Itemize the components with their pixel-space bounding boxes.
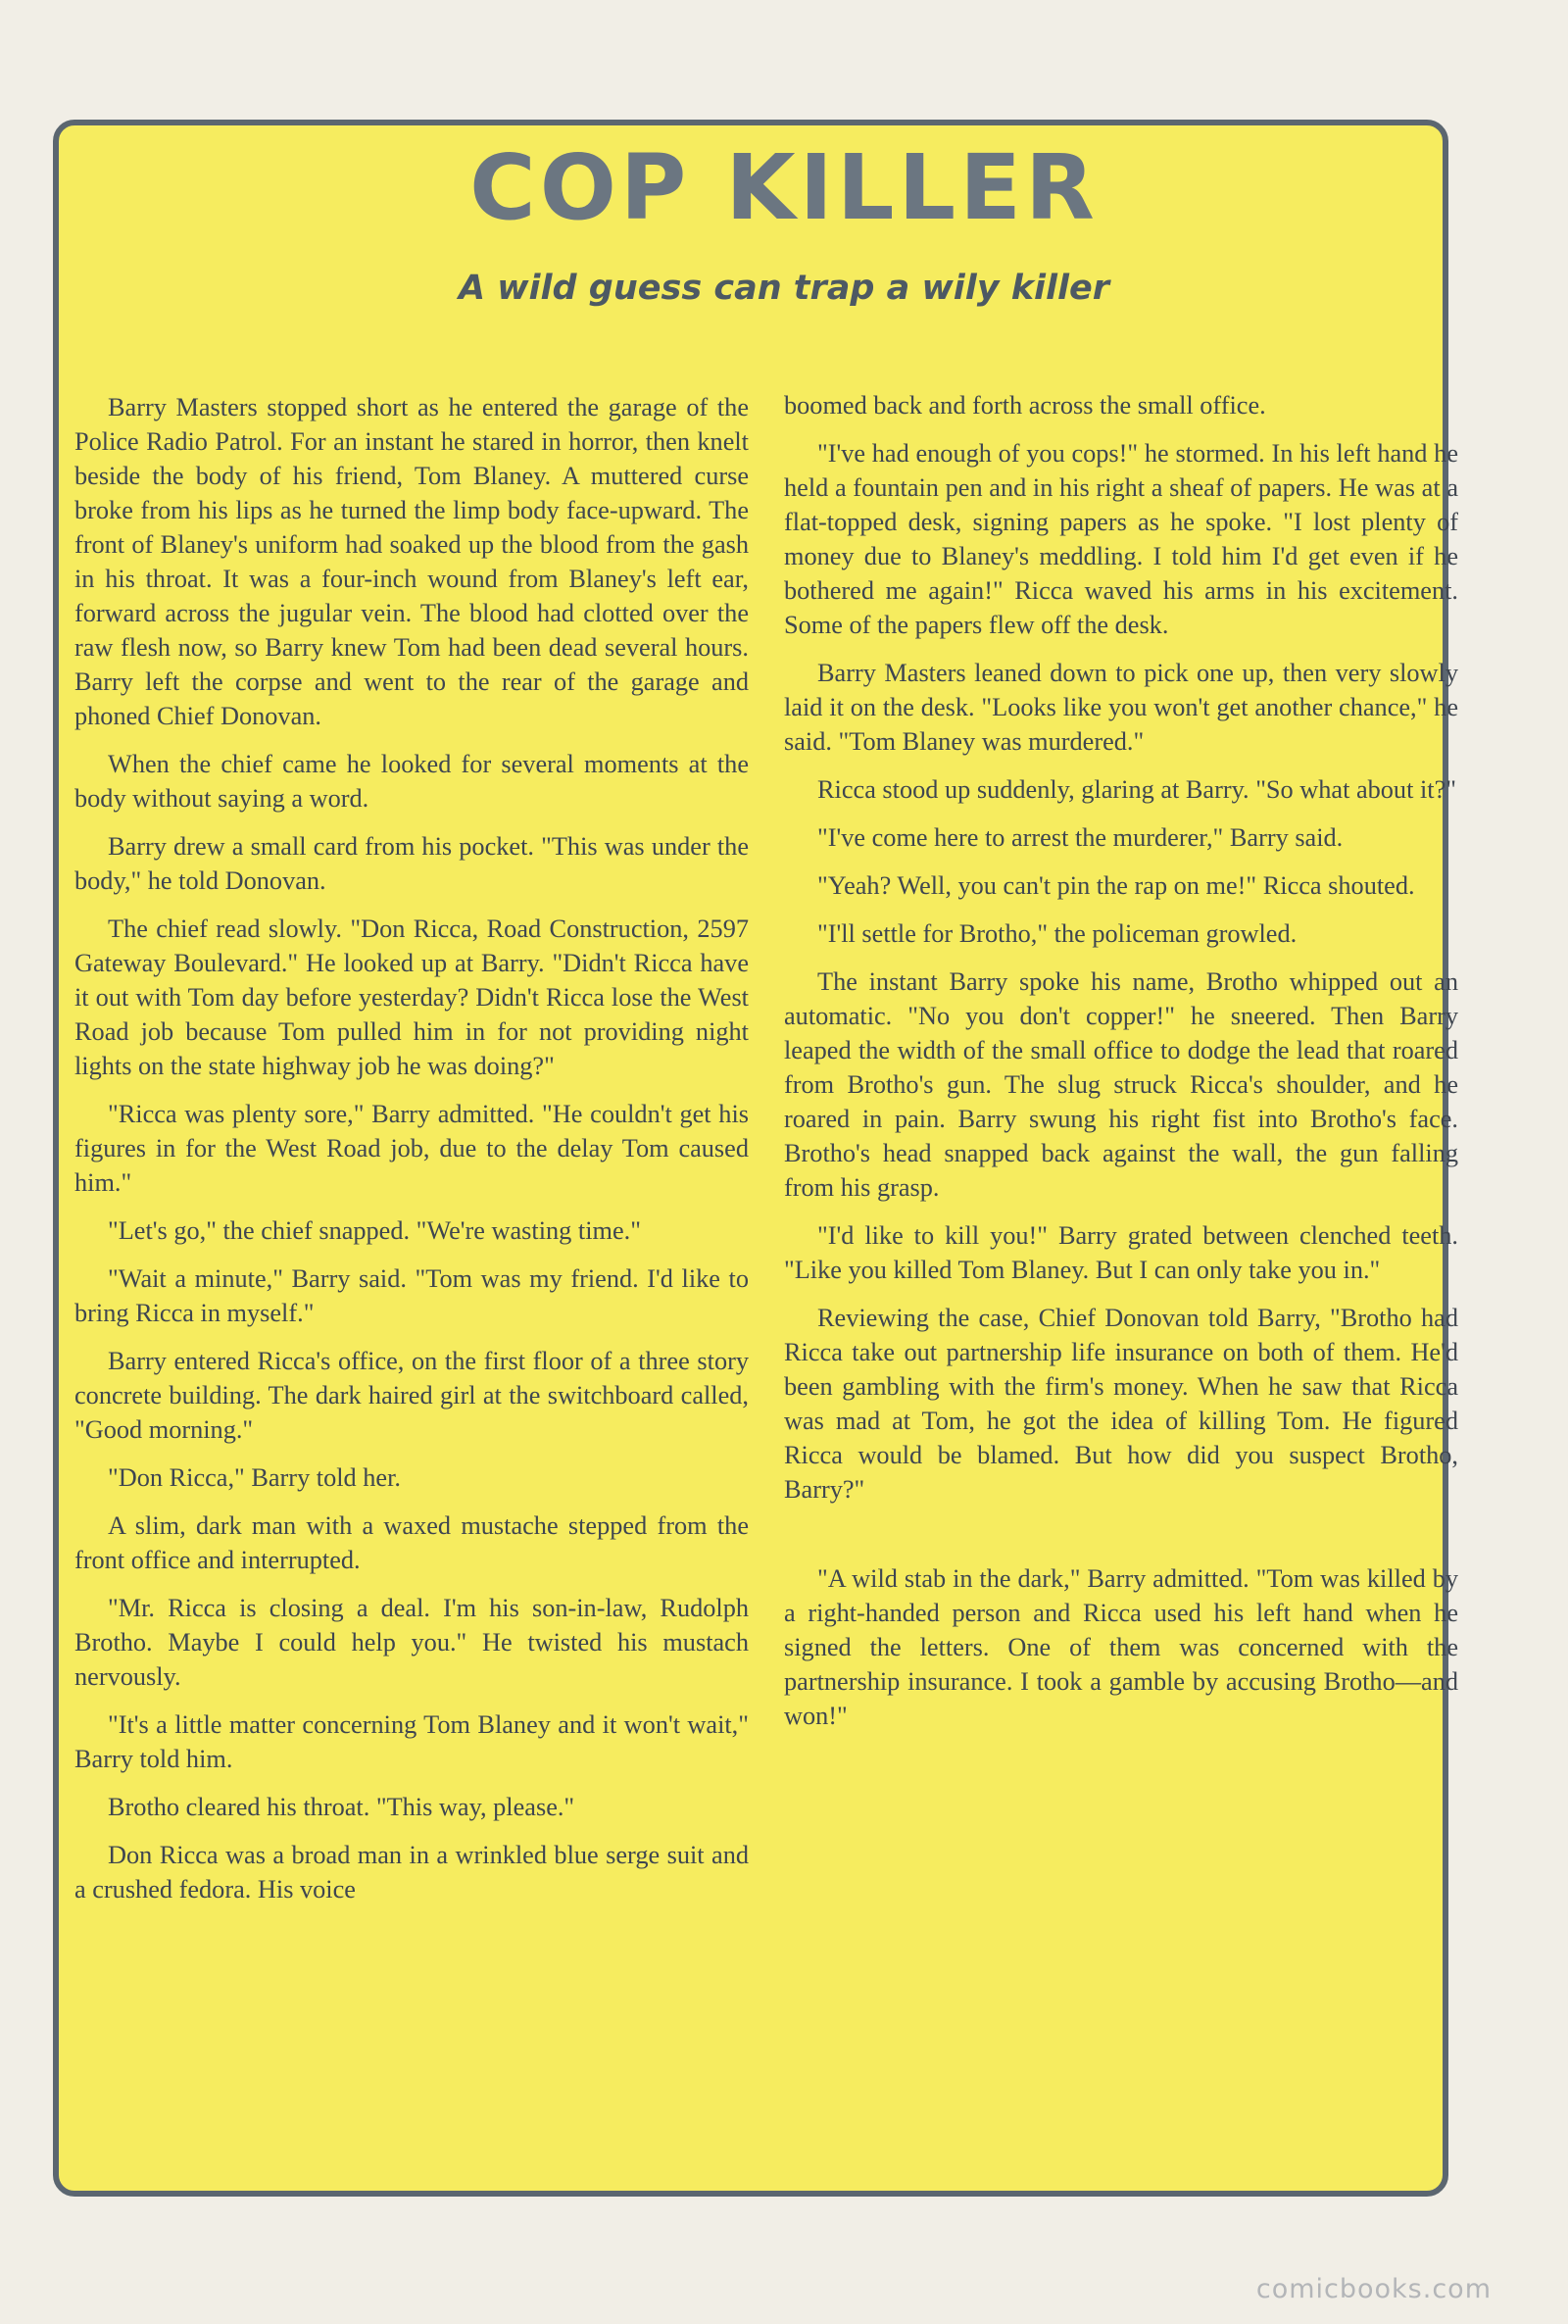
paragraph: "Ricca was plenty sore," Barry admitted. "He couldn't get his figures in for the West Road job, due to the delay Tom caused him." (74, 1100, 749, 1197)
paragraph: Barry Masters leaned down to pick one up, then very slowly laid it on the desk. "Looks like you won't get another chance," he said. "Tom Blaney was murdered." (784, 659, 1458, 756)
paragraph: The chief read slowly. "Don Ricca, Road Construction, 2597 Gateway Boulevard." He looked up at Barry. "Didn't Ricca have it out with Tom day before yesterday? Didn't Ricca lose the West Road job because Tom pulled him in for not providing night lights on the state highway job he was doing?" (74, 915, 749, 1080)
paragraph: Barry entered Ricca's office, on the first floor of a three story concrete building. The dark haired girl at the switchboard called, "Good morning." (74, 1347, 749, 1444)
paragraph: "I'll settle for Brotho," the policeman growled. (817, 919, 1298, 948)
paragraph: Don Ricca was a broad man in a wrinkled blue serge suit and a crushed fedora. His voice (74, 1841, 749, 1904)
right-text-column (784, 388, 1458, 2182)
paragraph: "Wait a minute," Barry said. "Tom was my friend. I'd like to bring Ricca in myself." (74, 1264, 749, 1327)
paragraph: Reviewing the case, Chief Donovan told Barry, "Brotho had Ricca take out partnership life insurance on both of them. He'd been gambling with the firm's money. When he saw that Ricca was mad at Tom, he got the idea of killing Tom. He figured Ricca would be blamed. But how did you suspect Brotho, Barry?" (784, 1304, 1458, 1504)
paragraph: "It's a little matter concerning Tom Blaney and it won't wait," Barry told him. (74, 1710, 749, 1773)
story-title: COP KILLER (469, 135, 1099, 240)
site-watermark: comicbooks.com (1255, 2274, 1492, 2304)
paragraph: "I'd like to kill you!" Barry grated between clenched teeth. "Like you killed Tom Blaney. But I can only take you in." (784, 1221, 1458, 1284)
paragraph: The instant Barry spoke his name, Brotho whipped out an automatic. "No you don't copper!" he sneered. Then Barry leaped the width of the small office to dodge the lead that roared from Brotho's gun. The slug struck Ricca's shoulder, and he roared in pain. Barry swung his right fist into Brotho's face. Brotho's head snapped back against the wall, the gun falling from his grasp. (784, 967, 1458, 1202)
paragraph: "A wild stab in the dark," Barry admitted. "Tom was killed by a right-handed person and Ricca used his left hand when he signed the letters. One of them was concerned with the partnership insurance. I took a gamble by accusing Brotho—and won!" (784, 1564, 1458, 1730)
story-subtitle: A wild guess can trap a wily killer (458, 269, 1110, 308)
paragraph: Ricca stood up suddenly, glaring at Barry. "So what about it?" (817, 775, 1456, 804)
paragraph: Barry drew a small card from his pocket. "This was under the body," he told Donovan. (74, 832, 749, 895)
paragraph: When the chief came he looked for several moments at the body without saying a word. (74, 750, 749, 813)
paragraph: "Don Ricca," Barry told her. (108, 1463, 401, 1492)
paragraph: "Mr. Ricca is closing a deal. I'm his son-in-law, Rudolph Brotho. Maybe I could help you." He twisted his mustach nervously. (74, 1594, 749, 1691)
paragraph: "I've had enough of you cops!" he stormed. In his left hand he held a fountain pen and in his right a sheaf of papers. He was at a flat-topped desk, signing papers as he spoke. "I lost plenty of money due to Blaney's meddling. I told him I'd get even if he bothered me again!" Ricca waved his arms in his excitement. Some of the papers flew off the desk. (784, 439, 1458, 639)
paragraph: boomed back and forth across the small office. (784, 391, 1266, 420)
paragraph: A slim, dark man with a waxed mustache stepped from the front office and interrupted. (74, 1511, 749, 1574)
paragraph: Barry Masters stopped short as he entered the garage of the Police Radio Patrol. For an instant he stared in horror, then knelt beside the body of his friend, Tom Blaney. A muttered curse broke from his lips as he turned the limp body face-upward. The front of Blaney's uniform had soaked up the blood from the gash in his throat. It was a four-inch wound from Blaney's left ear, forward across the jugular vein. The blood had clotted over the raw flesh now, so Barry knew Tom had been dead several hours. Barry left the corpse and went to the rear of the garage and phoned Chief Donovan. (74, 393, 749, 730)
left-text-column (74, 390, 749, 2184)
paragraph: "Yeah? Well, you can't pin the rap on me!" Ricca shouted. (817, 871, 1415, 900)
paragraph: Brotho cleared his throat. "This way, please." (108, 1793, 575, 1821)
paragraph: "I've come here to arrest the murderer," Barry said. (817, 823, 1344, 852)
paragraph: "Let's go," the chief snapped. "We're wasting time." (108, 1216, 641, 1245)
